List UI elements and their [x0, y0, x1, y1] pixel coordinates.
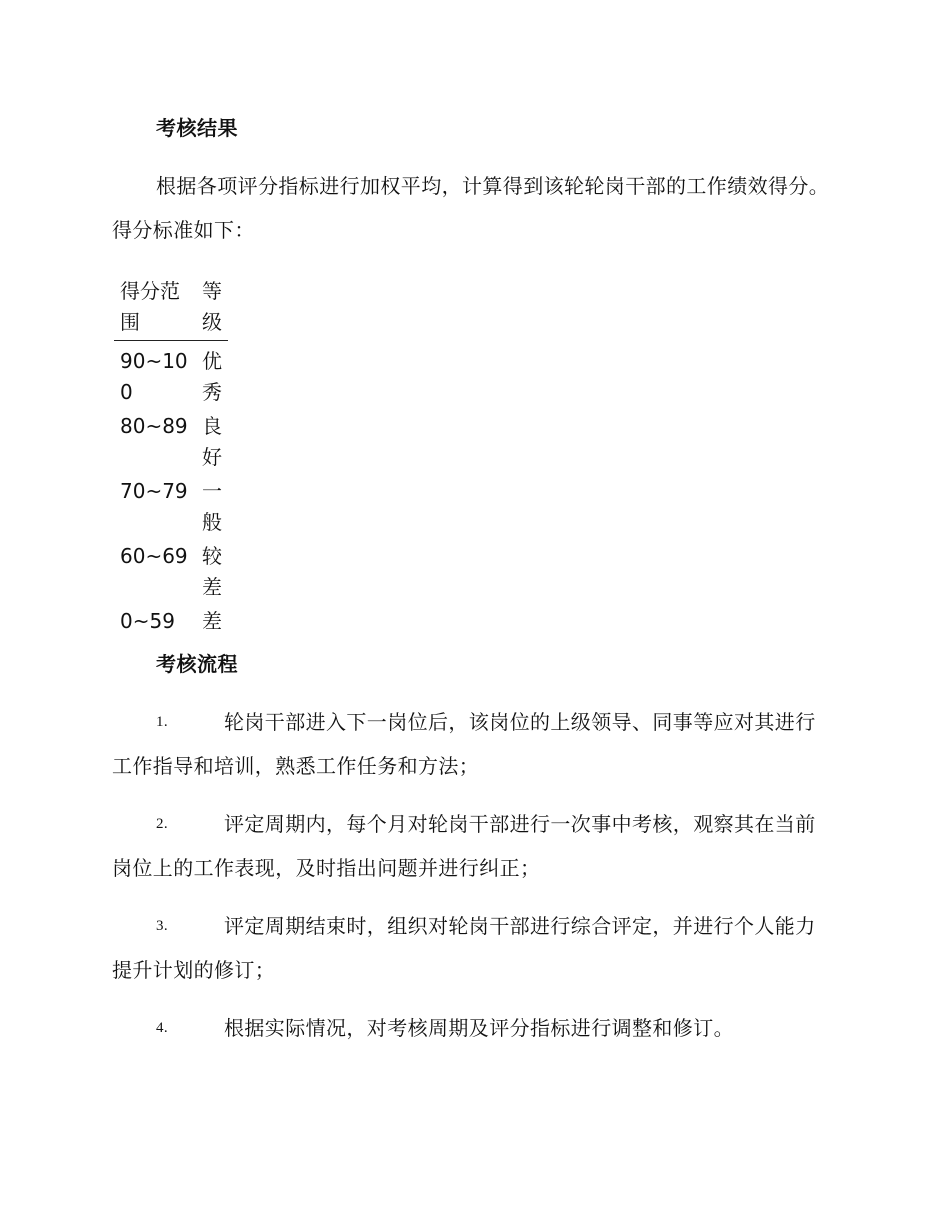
- header-score-range: 得分范围: [114, 276, 196, 341]
- score-range-cell: 90~100: [120, 349, 188, 404]
- grade-cell: 优秀: [202, 349, 222, 404]
- table-row: [114, 541, 228, 606]
- grade-table-header-row: [114, 276, 228, 341]
- step-number: 1.: [156, 714, 169, 730]
- header-grade: 等级: [196, 276, 228, 341]
- section-title-process: 考核流程: [156, 652, 238, 676]
- results-paragraph: [112, 164, 834, 252]
- step-number: 2.: [156, 816, 169, 832]
- table-row: [114, 411, 228, 476]
- score-range-cell: 60~69: [120, 544, 188, 568]
- process-step-4: [112, 1006, 834, 1050]
- score-range-cell: 80~89: [120, 414, 188, 438]
- process-step-1: [112, 700, 834, 788]
- table-row: [114, 341, 228, 412]
- grade-cell: 良好: [202, 414, 222, 469]
- step-text: 评定周期结束时，组织对轮岗干部进行综合评定，并进行个人能力提升计划的修订；: [112, 914, 816, 982]
- grade-cell: 一般: [202, 479, 222, 534]
- section-title-results: 考核结果: [156, 116, 238, 140]
- table-row: [114, 606, 228, 640]
- process-step-2: [112, 802, 834, 890]
- results-paragraph-text: 根据各项评分指标进行加权平均，计算得到该轮轮岗干部的工作绩效得分。得分标准如下：: [112, 174, 830, 242]
- grade-cell: 差: [202, 609, 222, 633]
- step-text: 轮岗干部进入下一岗位后，该岗位的上级领导、同事等应对其进行工作指导和培训，熟悉工作任务和方法；: [112, 710, 816, 778]
- table-row: [114, 476, 228, 541]
- step-number: 4.: [156, 1020, 169, 1036]
- score-range-cell: 0~59: [120, 609, 175, 633]
- score-range-cell: 70~79: [120, 479, 188, 503]
- step-number: 3.: [156, 918, 169, 934]
- step-text: 评定周期内，每个月对轮岗干部进行一次事中考核，观察其在当前岗位上的工作表现，及时指出问题并进行纠正；: [112, 812, 816, 880]
- grade-table: [114, 276, 228, 640]
- step-text: 根据实际情况，对考核周期及评分指标进行调整和修订。: [224, 1016, 734, 1040]
- process-step-3: [112, 904, 834, 992]
- grade-cell: 较差: [202, 544, 222, 599]
